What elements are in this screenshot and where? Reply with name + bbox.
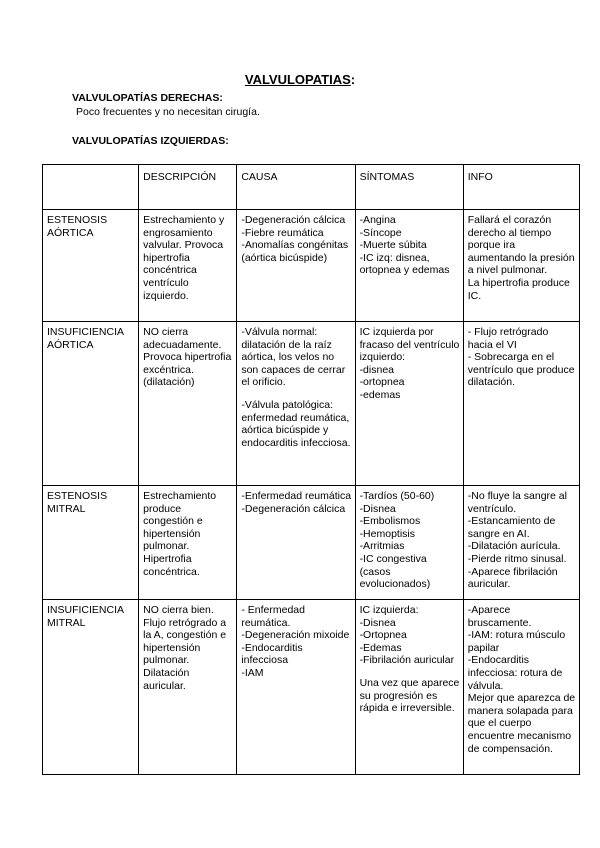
header-cell-sintomas: SÍNTOMAS	[355, 165, 463, 210]
derechas-text: Poco frecuentes y no necesitan cirugía.	[76, 106, 260, 118]
info-text: Fallará el corazón derecho al tiempo porque ira aumentando la presión a nivel pulmonar. La hipertrofia produce IC.	[467, 214, 575, 302]
info-text: -Aparece bruscamente. -IAM: rotura músculo papilar -Endocarditis infecciosa: rotura de válvula. Mejor que aparezca de manera solapada para que el cuerpo encuentre mecanismo de compensación.	[467, 604, 576, 755]
header-cell-causa: CAUSA	[237, 165, 355, 210]
title-suffix: :	[350, 72, 356, 87]
causa-text: - Enfermedad reumática. -Degeneración mixoide -Endocarditis infecciosa -IAM	[241, 604, 350, 679]
table-row	[43, 322, 580, 486]
descripcion-cell	[139, 486, 237, 600]
title-text: VALVULOPATIAS	[244, 72, 351, 87]
descripcion-text: Estrechamiento y engrosamiento valvular. Provoca hipertrofia concéntrica ventrículo izquierdo.	[143, 214, 225, 302]
causa-cell	[237, 322, 355, 486]
row-name-text: INSUFICIENCIA AÓRTICA	[47, 326, 125, 351]
row-name	[43, 600, 139, 775]
izquierdas-heading: VALVULOPATÍAS IZQUIERDAS:	[72, 135, 229, 147]
sintomas-cell	[355, 210, 463, 322]
row-name-text: ESTENOSIS AÓRTICA	[47, 214, 108, 239]
sintomas-cell	[355, 322, 463, 486]
info-cell	[463, 322, 579, 486]
causa-text-2: -Válvula patológica: enfermedad reumática, aórtica bicúspide y endocarditis infecciosa.	[241, 398, 351, 449]
page-title	[0, 72, 600, 87]
row-name	[43, 322, 139, 486]
sintomas-text: IC izquierda: -Disnea -Ortopnea -Edemas -Fibrilación auricular	[359, 604, 455, 667]
header-cell-empty	[43, 165, 139, 210]
info-cell	[463, 210, 579, 322]
row-name-text: INSUFICIENCIA MITRAL	[47, 604, 125, 629]
descripcion-text: NO cierra adecuadamente. Provoca hipertrofia excéntrica. (dilatación)	[143, 326, 232, 389]
descripcion-text: NO cierra bien. Flujo retrógrado a la A, congestión e hipertensión pulmonar. Dilatación auricular.	[143, 604, 227, 692]
sintomas-text: -Tardíos (50-60) -Disnea -Embolismos -Hemoptisis -Arritmias -IC congestiva (casos evolucionados)	[359, 490, 435, 591]
table-row	[43, 600, 580, 775]
info-text: -No fluye la sangre al ventrículo. -Estancamiento de sangre en AI. -Dilatación aurícula. -Pierde ritmo sinusal. -Aparece fibrilación auricular.	[467, 490, 567, 591]
header-cell-descripcion: DESCRIPCIÓN	[139, 165, 237, 210]
table-header-row	[43, 165, 580, 210]
info-cell	[463, 486, 579, 600]
descripcion-cell	[139, 210, 237, 322]
header-cell-info: INFO	[463, 165, 579, 210]
causa-text: -Válvula normal: dilatación de la raíz aórtica, los velos no son capaces de cerrar el orificio.	[241, 326, 346, 389]
sintomas-cell	[355, 486, 463, 600]
sintomas-text: -Angina -Síncope -Muerte súbita -IC izq: disnea, ortopnea y edemas	[359, 214, 450, 277]
valvulopatias-table	[42, 164, 580, 775]
info-cell	[463, 600, 579, 775]
causa-text: -Degeneración cálcica -Fiebre reumática -Anomalías congénitas (aórtica bicúspide)	[241, 214, 349, 264]
info-text: - Flujo retrógrado hacia el VI - Sobrecarga en el ventrículo que produce dilatación.	[467, 326, 575, 389]
causa-cell	[237, 486, 355, 600]
row-name	[43, 210, 139, 322]
causa-text: -Enfermedad reumática -Degeneración cálcica	[241, 490, 352, 515]
sintomas-text: IC izquierda por fracaso del ventrículo izquierdo: -disnea -ortopnea -edemas	[359, 326, 460, 401]
causa-cell	[237, 600, 355, 775]
table-row	[43, 486, 580, 600]
descripcion-cell	[139, 600, 237, 775]
causa-cell	[237, 210, 355, 322]
row-name-text: ESTENOSIS MITRAL	[47, 490, 108, 515]
derechas-heading: VALVULOPATÍAS DERECHAS:	[72, 92, 223, 104]
table-row	[43, 210, 580, 322]
sintomas-cell	[355, 600, 463, 775]
sintomas-text-2: Una vez que aparece su progresión es rápida e irreversible.	[359, 676, 460, 715]
descripcion-cell	[139, 322, 237, 486]
row-name	[43, 486, 139, 600]
descripcion-text: Estrechamiento produce congestión e hipertensión pulmonar. Hipertrofia concéntrica.	[143, 490, 217, 578]
